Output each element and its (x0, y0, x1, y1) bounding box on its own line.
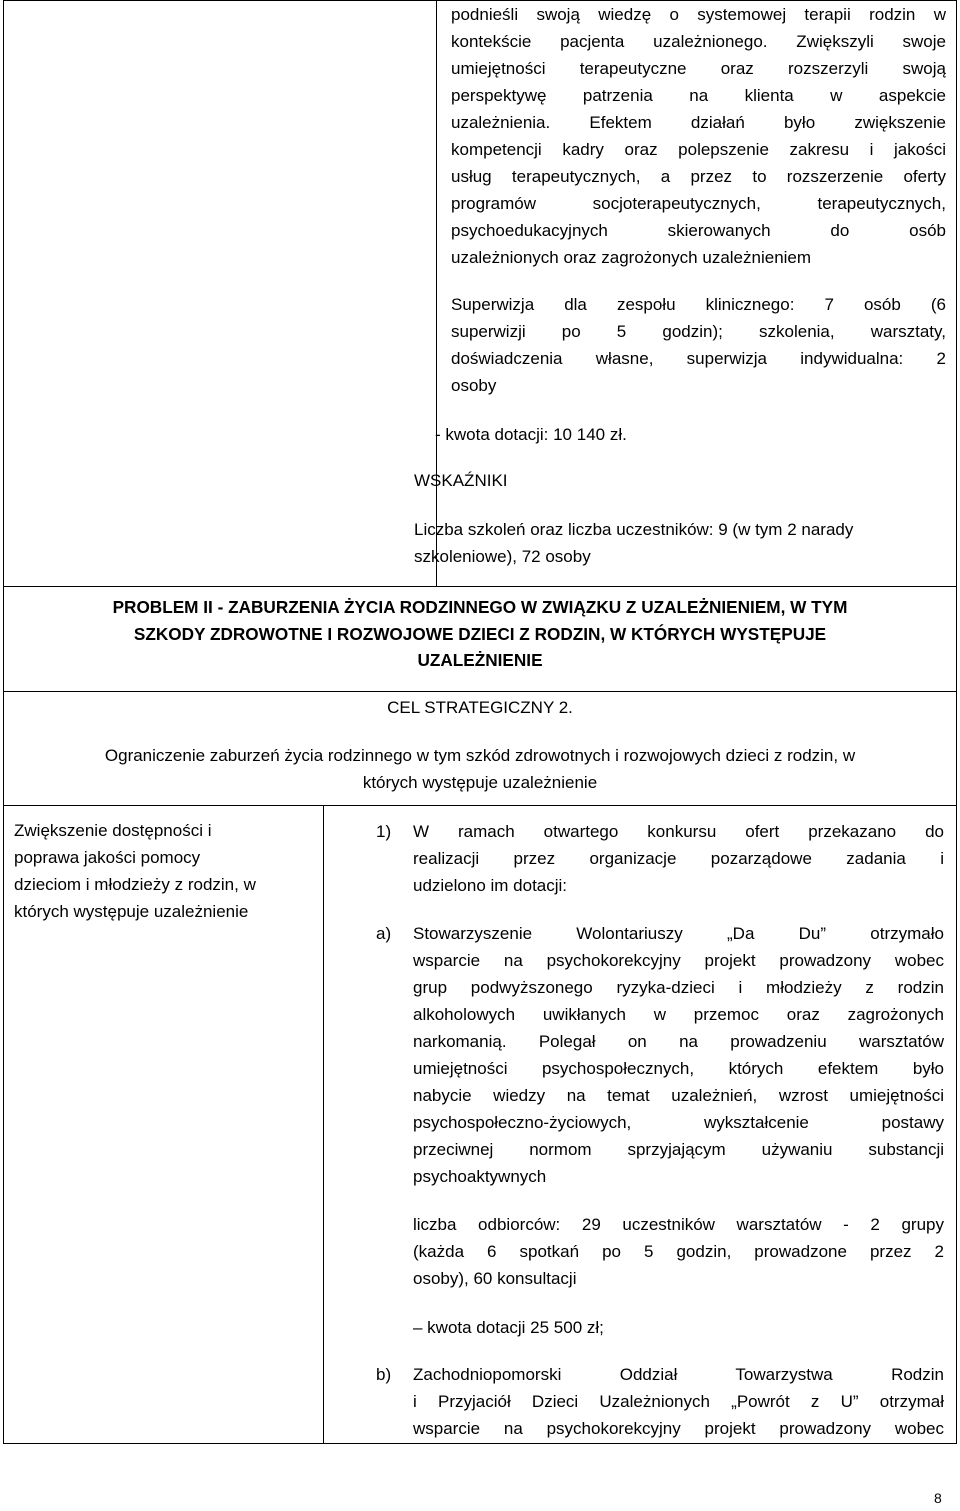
text-line: psychoedukacyjnych skierowanych do osób (451, 221, 946, 240)
text-line: psychospołeczno-życiowych, wykształcenie postawy (413, 1113, 944, 1132)
table-border-bottom (3, 1443, 957, 1444)
text-line: uzależnionych oraz zagrożonych uzależnieniem (451, 248, 812, 267)
text-line: Ograniczenie zaburzeń życia rodzinnego w tym szkód zdrowotnych i rozwojowych dzieci z rodzin, w (104, 746, 856, 765)
top-cell-content (451, 1, 946, 271)
problem-line: SZKODY ZDROWOTNE I ROZWOJOWE DZIECI Z RODZIN, W KTÓRYCH WYSTĘPUJE (133, 623, 827, 644)
text-line: alkoholowych uwikłanych w przemoc oraz zagrożonych (413, 1005, 944, 1024)
item-a-label: a) (376, 924, 392, 943)
text-line: osoby), 60 konsultacji (413, 1269, 577, 1288)
text-line: których występuje uzależnienie (362, 773, 598, 792)
text-line: podnieśli swoją wiedzę o systemowej terapii rodzin w (451, 5, 946, 24)
item-a-funding: – kwota dotacji 25 500 zł; (413, 1318, 604, 1337)
problem-line: PROBLEM II - ZABURZENIA ŻYCIA RODZINNEGO W ZWIĄZKU Z UZALEŻNIENIEM, W TYM (112, 597, 848, 617)
row-divider-3 (3, 805, 957, 806)
text-line: grup podwyższonego ryzyka-dzieci i młodzieży z rodzin (413, 978, 944, 997)
item-b-label: b) (376, 1365, 392, 1384)
row-divider-1 (3, 586, 957, 587)
text-line: narkomanią. Polegał on na prowadzeniu warsztatów (413, 1032, 944, 1051)
text-line: wsparcie na psychokorekcyjny projekt prowadzony wobec (413, 951, 944, 970)
text-line: liczba odbiorców: 29 uczestników warsztatów - 2 grupy (413, 1215, 944, 1234)
text-line: (każda 6 spotkań po 5 godzin, prowadzone przez 2 (413, 1242, 944, 1261)
operational-goal (14, 817, 319, 925)
problem-heading (4, 594, 956, 674)
text-line: Superwizja dla zespołu klinicznego: 7 osób (6 (451, 295, 946, 314)
text-line: perspektywę patrzenia na klienta w aspekcie (451, 86, 946, 105)
item-1-text (413, 818, 944, 899)
item-1-number: 1) (376, 822, 392, 841)
text-line: przeciwnej normom sprzyjającym używaniu substancji (413, 1140, 944, 1159)
recipients-text (413, 1211, 944, 1292)
text-line: Zachodniopomorski Oddział Towarzystwa Rodzin (413, 1365, 944, 1384)
text-line: umiejętności psychospołecznych, których efektem było (413, 1059, 944, 1078)
supervision-paragraph (451, 291, 946, 399)
text-line: dzieciom i młodzieży z rodzin, w (14, 875, 256, 894)
indicators-heading: WSKAŹNIKI (414, 471, 508, 490)
column-divider-top (436, 0, 437, 586)
text-line: wsparcie na psychokorekcyjny projekt prowadzony wobec (413, 1419, 944, 1438)
table-border-left (3, 0, 4, 1444)
item-b-text (413, 1361, 944, 1442)
indicators-line: szkoleniowe), 72 osoby (414, 547, 591, 566)
text-line: poprawa jakości pomocy (14, 848, 201, 867)
text-line: psychoaktywnych (413, 1167, 547, 1186)
indicators-line: Liczba szkoleń oraz liczba uczestników: 9 (w tym 2 narady (414, 520, 854, 539)
text-line: doświadczenia własne, superwizja indywidualna: 2 (451, 349, 946, 368)
text-line: kompetencji kadry oraz polepszenie zakresu i jakości (451, 140, 946, 159)
funding-amount: - kwota dotacji: 10 140 zł. (435, 425, 627, 444)
text-line: usług terapeutycznych, a przez to rozszerzenie oferty (451, 167, 946, 186)
text-line: osoby (451, 376, 497, 395)
row-divider-2 (3, 691, 957, 692)
text-line: superwizji po 5 godzin); szkolenia, warsztaty, (451, 322, 946, 341)
text-line: Stowarzyszenie Wolontariuszy „Da Du” otrzymało (413, 924, 944, 943)
item-a-text (413, 920, 944, 1190)
text-line: Zwiększenie dostępności i (14, 821, 212, 840)
text-line: nabycie wiedzy na temat uzależnień, wzrost umiejętności (413, 1086, 944, 1105)
column-divider-bottom (323, 805, 324, 1444)
strategic-goal-heading: CEL STRATEGICZNY 2. (387, 698, 573, 717)
problem-line: UZALEŻNIENIE (417, 650, 543, 670)
text-line: udzielono im dotacji: (413, 876, 568, 895)
text-line: realizacji przez organizacje pozarządowe zadania i (413, 849, 944, 868)
strategic-goal-text (4, 742, 956, 796)
text-line: których występuje uzależnienie (14, 902, 249, 921)
text-line: programów socjoterapeutycznych, terapeutycznych, (451, 194, 946, 213)
text-line: umiejętności terapeutyczne oraz rozszerzyli swoją (451, 59, 946, 78)
text-line: i Przyjaciół Dzieci Uzależnionych „Powrót z U” otrzymał (413, 1392, 944, 1411)
text-line: W ramach otwartego konkursu ofert przekazano do (413, 822, 944, 841)
text-line: uzależnienia. Efektem działań było zwiększenie (451, 113, 946, 132)
table-border-right (956, 0, 957, 1444)
text-line: kontekście pacjenta uzależnionego. Zwiększyli swoje (451, 32, 946, 51)
page-number: 8 (934, 1490, 942, 1506)
